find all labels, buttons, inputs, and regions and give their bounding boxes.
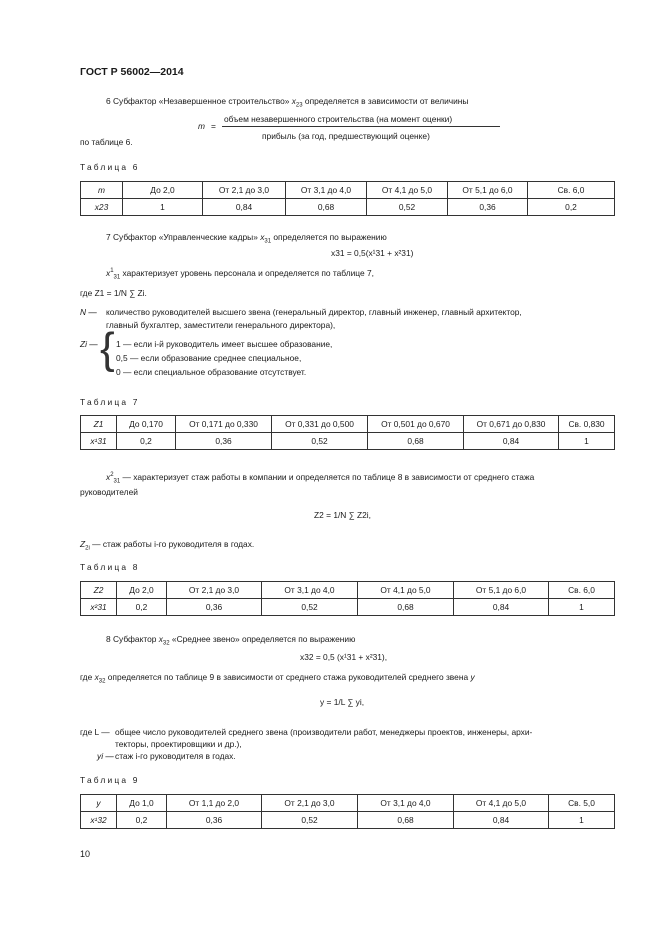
table-row	[81, 199, 615, 216]
table-cell: 0,36	[176, 433, 272, 450]
table-cell: y	[81, 795, 117, 812]
yi-description: стаж i-го руководителя в годах.	[115, 751, 236, 761]
table-cell: До 1,0	[117, 795, 167, 812]
table-cell: x23	[81, 199, 123, 216]
table-cell: 0,2	[528, 199, 615, 216]
section-6-tail: по таблице 6.	[80, 137, 133, 147]
table-row	[81, 812, 615, 829]
table-cell: Св. 6,0	[549, 582, 615, 599]
table-6	[80, 181, 615, 216]
table-cell: 1	[549, 599, 615, 616]
table-cell: От 5,1 до 6,0	[454, 582, 549, 599]
m-label: m	[198, 121, 205, 131]
yi-label: yi —	[97, 751, 114, 761]
n-description-1: количество руководителей высшего звена (генеральный директор, главный инженер, главный архитектор,	[106, 307, 522, 317]
table-cell: От 4,1 до 5,0	[367, 182, 448, 199]
table-cell: x¹31	[81, 433, 117, 450]
section-8-where: где $x_{32}$ определяется по таблице 9 в зависимости от среднего стажа руководителей среднего звена y	[80, 672, 475, 685]
table-cell: 0,68	[368, 433, 464, 450]
table-cell: От 2,1 до 3,0	[262, 795, 358, 812]
table-cell: 0,52	[367, 199, 448, 216]
table-cell: От 0,331 до 0,500	[272, 416, 368, 433]
equals-sign: =	[211, 121, 216, 131]
l-label: где L —	[80, 727, 110, 737]
table-cell: Св. 6,0	[528, 182, 615, 199]
table-cell: Св. 0,830	[559, 416, 615, 433]
section-7-intro: 7 Субфактор «Управленческие кадры» $x_{31}$ определяется по выражению	[106, 232, 387, 245]
table-cell: 0,68	[358, 812, 454, 829]
section-8-intro: 8 Субфактор $x_{32}$ «Среднее звено» определяется по выражению	[106, 634, 356, 647]
n-description-2: главный бухгалтер, заместители генерального директора),	[106, 320, 336, 330]
section-6-intro: 6 Субфактор «Незавершенное строительство» $x_{23}$ определяется в зависимости от величины	[106, 96, 469, 109]
zi-case-2: 0,5 — если образование среднее специальное,	[116, 353, 302, 363]
table-row	[81, 433, 615, 450]
table-cell: Z2	[81, 582, 117, 599]
y-formula: y = 1/L ∑ yi,	[320, 697, 365, 707]
table-cell: 1	[559, 433, 615, 450]
table-row	[81, 795, 615, 812]
x2-description-1: $x^2_{31}$ — характеризует стаж работы в компании и определяется по таблице 8 в зависимости от среднего стажа	[106, 472, 535, 485]
document-header: ГОСТ Р 56002—2014	[80, 66, 184, 78]
page-number: 10	[80, 849, 91, 859]
table-row	[81, 182, 615, 199]
table-cell: От 1,1 до 2,0	[167, 795, 262, 812]
x1-description: $x^1_{31}$ характеризует уровень персонала и определяется по таблице 7,	[106, 268, 374, 281]
table-cell: От 3,1 до 4,0	[262, 582, 358, 599]
table-cell: 1	[123, 199, 203, 216]
table-9	[80, 794, 615, 829]
table-cell: До 0,170	[117, 416, 176, 433]
table-cell: От 0,671 до 0,830	[464, 416, 559, 433]
table-cell: От 3,1 до 4,0	[286, 182, 367, 199]
table-cell: x¹32	[81, 812, 117, 829]
n-label: N —	[80, 307, 97, 317]
l-description-2: текторы, проектировщики и др.),	[115, 739, 242, 749]
table-cell: x²31	[81, 599, 117, 616]
table-8-caption: Таблица 8	[80, 562, 140, 572]
table-cell: От 5,1 до 6,0	[448, 182, 528, 199]
table-row	[81, 416, 615, 433]
table-cell: 0,36	[167, 812, 262, 829]
fraction-denominator: прибыль (за год, предшествующий оценке)	[262, 131, 430, 141]
table-cell: Св. 5,0	[549, 795, 615, 812]
table-cell: m	[81, 182, 123, 199]
table-cell: 1	[549, 812, 615, 829]
table-row	[81, 582, 615, 599]
x32-formula: x32 = 0,5 (x¹31 + x²31),	[300, 652, 388, 662]
table-cell: 0,2	[117, 812, 167, 829]
table-cell: 0,2	[117, 433, 176, 450]
table-cell: 0,68	[286, 199, 367, 216]
table-cell: 0,52	[262, 812, 358, 829]
x2-description-2: руководителей	[80, 487, 138, 497]
table-9-caption: Таблица 9	[80, 775, 140, 785]
table-cell: От 0,171 до 0,330	[176, 416, 272, 433]
l-description-1: общее число руководителей среднего звена (производители работ, менеджеры проектов, инженеры, архи-	[115, 727, 533, 737]
table-cell: 0,84	[464, 433, 559, 450]
table-cell: Z1	[81, 416, 117, 433]
fraction-numerator: объем незавершенного строительства (на момент оценки)	[224, 114, 453, 124]
table-8	[80, 581, 615, 616]
table-cell: 0,36	[448, 199, 528, 216]
table-7	[80, 415, 615, 450]
table-cell: 0,36	[167, 599, 262, 616]
zi-case-3: 0 — если специальное образование отсутствует.	[116, 367, 307, 377]
table-cell: От 4,1 до 5,0	[358, 582, 454, 599]
table-cell: 0,52	[262, 599, 358, 616]
table-cell: От 4,1 до 5,0	[454, 795, 549, 812]
table-cell: 0,2	[117, 599, 167, 616]
z1-formula: где Z1 = 1/N ∑ Zi.	[80, 288, 147, 298]
table-cell: 0,68	[358, 599, 454, 616]
zi-case-1: 1 — если i-й руководитель имеет высшее образование,	[116, 339, 333, 349]
zi-label: Zi —	[80, 339, 98, 349]
table-cell: От 2,1 до 3,0	[203, 182, 286, 199]
table-cell: 0,52	[272, 433, 368, 450]
table-cell: От 0,501 до 0,670	[368, 416, 464, 433]
table-row	[81, 599, 615, 616]
table-cell: От 3,1 до 4,0	[358, 795, 454, 812]
brace-icon: {	[100, 324, 115, 373]
fraction-line	[222, 126, 500, 127]
table-cell: До 2,0	[117, 582, 167, 599]
z2-formula: Z2 = 1/N ∑ Z2i,	[314, 510, 371, 520]
table-cell: От 2,1 до 3,0	[167, 582, 262, 599]
table-7-caption: Таблица 7	[80, 397, 140, 407]
table-6-caption: Таблица 6	[80, 162, 140, 172]
x31-formula: x31 = 0,5(x¹31 + x²31)	[331, 248, 414, 258]
table-cell: 0,84	[454, 812, 549, 829]
table-cell: До 2,0	[123, 182, 203, 199]
z2i-description: $Z_{2i}$ — стаж работы i-го руководителя в годах.	[80, 539, 255, 552]
table-cell: 0,84	[454, 599, 549, 616]
table-cell: 0,84	[203, 199, 286, 216]
